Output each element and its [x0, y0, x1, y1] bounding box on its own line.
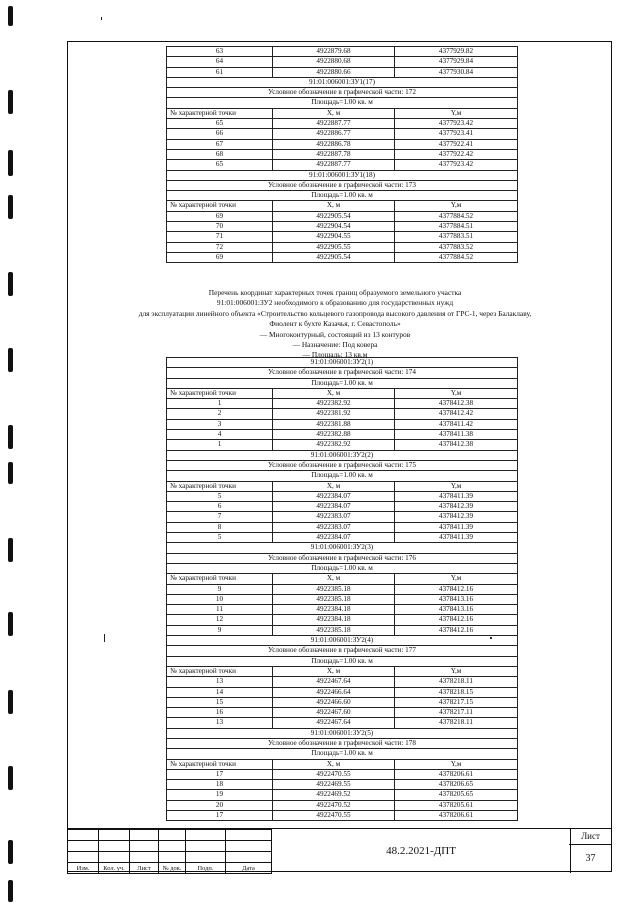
table-row — [167, 119, 518, 129]
table-info-row — [167, 368, 518, 378]
table-cell: 4377929.84 — [395, 57, 518, 67]
table-info-row — [167, 636, 518, 646]
table-info-row — [167, 728, 518, 738]
table-cell: 4378411.42 — [395, 419, 518, 429]
area-label: Площадь=1.00 кв. м — [167, 656, 518, 666]
table-row — [167, 491, 518, 501]
header-cell: Y,м — [395, 108, 518, 118]
table-cell: 4378218.15 — [395, 687, 518, 697]
header-cell: X, м — [273, 108, 395, 118]
table-cell: 7 — [167, 512, 273, 522]
table-row — [167, 615, 518, 625]
cadastral-number: 91:01:006001:ЗУ2(4) — [167, 636, 518, 646]
table-cell: 4922470.55 — [273, 811, 395, 821]
table-cell: 63 — [167, 47, 273, 57]
table-cell: 4377883.52 — [395, 242, 518, 252]
table-row — [167, 533, 518, 543]
header-cell: X, м — [273, 388, 395, 398]
table-info-row — [167, 460, 518, 470]
table-cell: 5 — [167, 491, 273, 501]
table-cell: 72 — [167, 242, 273, 252]
table-cell: 4377883.51 — [395, 232, 518, 242]
table-cell: 4377930.84 — [395, 67, 518, 77]
table-cell: 19 — [167, 790, 273, 800]
table-cell: 4 — [167, 430, 273, 440]
table-info-row — [167, 378, 518, 388]
cadastral-number: 91:01:006001:ЗУ2(1) — [167, 358, 518, 368]
table-cell: 4378217.11 — [395, 708, 518, 718]
table-row — [167, 522, 518, 532]
table-cell: 4378411.39 — [395, 522, 518, 532]
graphic-designation: Условное обозначение в графической части: 178 — [167, 738, 518, 748]
header-cell: № характерной точки — [167, 201, 273, 211]
table-cell: 4377923.42 — [395, 160, 518, 170]
table-row — [167, 687, 518, 697]
table-cell: 4922905.54 — [273, 252, 395, 262]
table-row — [167, 625, 518, 635]
graphic-designation: Условное обозначение в графической части: 177 — [167, 646, 518, 656]
graphic-designation: Условное обозначение в графической части: 173 — [167, 180, 518, 190]
cadastral-number: 91:01:006001:ЗУ2(5) — [167, 728, 518, 738]
graphic-designation: Условное обозначение в графической части: 176 — [167, 553, 518, 563]
table-row — [167, 149, 518, 159]
table-row — [167, 67, 518, 77]
table-cell: 4378206.61 — [395, 811, 518, 821]
header-cell: Y,м — [395, 388, 518, 398]
table-cell: 4922880.66 — [273, 67, 395, 77]
coordinates-table-bottom — [166, 357, 518, 821]
table-cell: 4922469.52 — [273, 790, 395, 800]
table-cell: 9 — [167, 584, 273, 594]
table-cell: 4922382.88 — [273, 430, 395, 440]
table-cell: 4377923.41 — [395, 129, 518, 139]
table-cell: 1 — [167, 399, 273, 409]
table-cell: 4922382.92 — [273, 440, 395, 450]
table-cell: 4378205.61 — [395, 800, 518, 810]
table-cell: 4378411.39 — [395, 533, 518, 543]
binding-marks — [0, 0, 18, 905]
area-label: Площадь=1.00 кв. м — [167, 471, 518, 481]
table-cell: 4377884.51 — [395, 222, 518, 232]
table-cell: 17 — [167, 769, 273, 779]
table-cell: 4378412.38 — [395, 399, 518, 409]
header-cell: № характерной точки — [167, 574, 273, 584]
tb-col-label: № док. — [159, 863, 186, 874]
table-row — [167, 677, 518, 687]
table-cell: 4922904.54 — [273, 222, 395, 232]
table-cell: 13 — [167, 718, 273, 728]
heading-line: 91:01:006001:ЗУ2 необходимого к образованию для государственных нужд — [216, 298, 454, 308]
table-row — [167, 242, 518, 252]
table-info-row — [167, 191, 518, 201]
table-row — [167, 160, 518, 170]
header-cell: № характерной точки — [167, 388, 273, 398]
area-label: Площадь=1.00 кв. м — [167, 191, 518, 201]
table-row — [167, 697, 518, 707]
table-row — [167, 512, 518, 522]
table-cell: 4377922.42 — [395, 149, 518, 159]
table-cell: 4922382.92 — [273, 399, 395, 409]
table-row — [167, 399, 518, 409]
header-cell: X, м — [273, 759, 395, 769]
table-cell: 4922470.52 — [273, 800, 395, 810]
table-row — [167, 129, 518, 139]
table-info-row — [167, 553, 518, 563]
table-header-row — [167, 201, 518, 211]
table-cell: 4378412.42 — [395, 409, 518, 419]
table-cell: 4922466.60 — [273, 697, 395, 707]
table-cell: 4922467.64 — [273, 718, 395, 728]
tb-col-label: Подп. — [186, 863, 226, 874]
table-cell: 8 — [167, 522, 273, 532]
table-row — [167, 584, 518, 594]
table-cell: 4922467.64 — [273, 677, 395, 687]
table-cell: 4922886.77 — [273, 129, 395, 139]
table-cell: 4922879.68 — [273, 47, 395, 57]
table-cell: 4378412.16 — [395, 625, 518, 635]
header-cell: Y,м — [395, 666, 518, 676]
table-info-row — [167, 77, 518, 87]
graphic-designation: Условное обозначение в графической части: 174 — [167, 368, 518, 378]
table-cell: 1 — [167, 440, 273, 450]
table-cell: 12 — [167, 615, 273, 625]
table-cell: 4378413.16 — [395, 605, 518, 615]
table-cell: 4378412.39 — [395, 512, 518, 522]
tb-col-label: Изм. — [68, 863, 99, 874]
table-row — [167, 252, 518, 262]
table-info-row — [167, 170, 518, 180]
table-header-row — [167, 108, 518, 118]
table-cell: 4922384.07 — [273, 502, 395, 512]
table-row — [167, 708, 518, 718]
header-cell: Y,м — [395, 759, 518, 769]
table-cell: 4922887.78 — [273, 149, 395, 159]
header-cell: № характерной точки — [167, 666, 273, 676]
table-cell: 4922905.54 — [273, 211, 395, 221]
table-cell: 17 — [167, 811, 273, 821]
table-row — [167, 139, 518, 149]
table-cell: 10 — [167, 594, 273, 604]
table-row — [167, 222, 518, 232]
header-cell: X, м — [273, 574, 395, 584]
table-row — [167, 718, 518, 728]
table-cell: 66 — [167, 129, 273, 139]
header-cell: Y,м — [395, 481, 518, 491]
scan-speck — [101, 17, 102, 20]
table-header-row — [167, 666, 518, 676]
table-info-row — [167, 656, 518, 666]
heading-line: Перечень координат характерных точек границ образуемого земельного участка — [208, 288, 462, 297]
table-info-row — [167, 738, 518, 748]
table-cell: 16 — [167, 708, 273, 718]
section-heading — [100, 288, 570, 361]
table-info-row — [167, 471, 518, 481]
table-cell: 4922466.64 — [273, 687, 395, 697]
table-row — [167, 811, 518, 821]
heading-line: — Площадь: 13 кв.м — [302, 350, 368, 360]
table-cell: 65 — [167, 160, 273, 170]
table-cell: 14 — [167, 687, 273, 697]
table-row — [167, 605, 518, 615]
table-cell: 71 — [167, 232, 273, 242]
table-info-row — [167, 180, 518, 190]
header-cell: № характерной точки — [167, 481, 273, 491]
table-cell: 4922887.77 — [273, 160, 395, 170]
header-cell: № характерной точки — [167, 108, 273, 118]
table-cell: 68 — [167, 149, 273, 159]
table-cell: 11 — [167, 605, 273, 615]
table-cell: 70 — [167, 222, 273, 232]
graphic-designation: Условное обозначение в графической части: 175 — [167, 460, 518, 470]
table-cell: 4378206.65 — [395, 780, 518, 790]
table-header-row — [167, 388, 518, 398]
table-cell: 61 — [167, 67, 273, 77]
table-cell: 18 — [167, 780, 273, 790]
table-row — [167, 502, 518, 512]
table-row — [167, 780, 518, 790]
table-cell: 4922385.18 — [273, 594, 395, 604]
table-cell: 4377884.52 — [395, 252, 518, 262]
table-cell: 4378205.65 — [395, 790, 518, 800]
header-cell: X, м — [273, 201, 395, 211]
table-info-row — [167, 749, 518, 759]
table-cell: 4377923.42 — [395, 119, 518, 129]
table-cell: 4378206.61 — [395, 769, 518, 779]
table-cell: 4922383.07 — [273, 522, 395, 532]
table-cell: 67 — [167, 139, 273, 149]
table-cell: 4378412.16 — [395, 615, 518, 625]
table-header-row — [167, 481, 518, 491]
table-row — [167, 594, 518, 604]
table-cell: 4377929.82 — [395, 47, 518, 57]
table-row — [167, 409, 518, 419]
table-row — [167, 211, 518, 221]
table-cell: 4922469.55 — [273, 780, 395, 790]
header-cell: X, м — [273, 481, 395, 491]
cadastral-number: 91:01:006001:ЗУ1(18) — [167, 170, 518, 180]
table-row — [167, 800, 518, 810]
tb-col-label: Дата — [226, 863, 272, 874]
table-cell: 4922470.55 — [273, 769, 395, 779]
table-cell: 5 — [167, 533, 273, 543]
table-cell: 4378411.39 — [395, 491, 518, 501]
table-info-row — [167, 450, 518, 460]
table-cell: 4922381.92 — [273, 409, 395, 419]
table-cell: 4378413.16 — [395, 594, 518, 604]
table-header-row — [167, 759, 518, 769]
table-info-row — [167, 88, 518, 98]
tb-col-label: Лист — [130, 863, 159, 874]
table-cell: 69 — [167, 211, 273, 221]
area-label: Площадь=1.00 кв. м — [167, 98, 518, 108]
table-header-row — [167, 574, 518, 584]
table-cell: 4378217.15 — [395, 697, 518, 707]
heading-line: — Многоконтурный, состоящий из 13 контуров — [259, 329, 411, 339]
document-code: 48.2.2021-ДПТ — [271, 829, 571, 873]
table-cell: 4922381.88 — [273, 419, 395, 429]
heading-line: для эксплуатации линейного объекта «Строительство кольцевого газопровода высокого давления от ГРС-1, через Балаклаву, — [138, 308, 532, 318]
table-cell: 4922905.55 — [273, 242, 395, 252]
table-cell: 13 — [167, 677, 273, 687]
area-label: Площадь=1.00 кв. м — [167, 378, 518, 388]
table-row — [167, 440, 518, 450]
cadastral-number: 91:01:006001:ЗУ2(2) — [167, 450, 518, 460]
table-cell: 4922385.18 — [273, 584, 395, 594]
cadastral-number: 91:01:006001:ЗУ1(17) — [167, 77, 518, 87]
title-block-grid — [67, 829, 272, 874]
table-cell: 15 — [167, 697, 273, 707]
table-row — [167, 57, 518, 67]
header-cell: Y,м — [395, 201, 518, 211]
coordinates-table-top — [166, 46, 518, 263]
heading-line: Фиолент к бухте Казачья, г. Севастополь» — [269, 319, 401, 329]
table-row — [167, 769, 518, 779]
table-cell: 4922385.18 — [273, 625, 395, 635]
table-cell: 4378411.38 — [395, 430, 518, 440]
header-cell: X, м — [273, 666, 395, 676]
table-cell: 4922904.55 — [273, 232, 395, 242]
table-cell: 2 — [167, 409, 273, 419]
table-cell: 4922886.78 — [273, 139, 395, 149]
table-cell: 4922383.07 — [273, 512, 395, 522]
table-cell: 20 — [167, 800, 273, 810]
table-cell: 4922384.07 — [273, 533, 395, 543]
table-cell: 4922384.18 — [273, 615, 395, 625]
table-row — [167, 47, 518, 57]
table-cell: 4378218.11 — [395, 677, 518, 687]
table-cell: 69 — [167, 252, 273, 262]
table-cell: 9 — [167, 625, 273, 635]
table-row — [167, 232, 518, 242]
table-cell: 4378412.16 — [395, 584, 518, 594]
table-cell: 6 — [167, 502, 273, 512]
heading-line: — Назначение: Под ковера — [292, 340, 378, 350]
cadastral-number: 91:01:006001:ЗУ2(3) — [167, 543, 518, 553]
table-info-row — [167, 98, 518, 108]
sheet-number: 37 — [585, 853, 596, 864]
table-cell: 4378218.11 — [395, 718, 518, 728]
table-cell: 4377884.52 — [395, 211, 518, 221]
table-row — [167, 790, 518, 800]
table-info-row — [167, 358, 518, 368]
table-cell: 4378412.39 — [395, 502, 518, 512]
table-cell: 4922467.60 — [273, 708, 395, 718]
table-cell: 3 — [167, 419, 273, 429]
tb-col-label: Кол. уч. — [99, 863, 130, 874]
table-cell: 4922384.07 — [273, 491, 395, 501]
table-info-row — [167, 646, 518, 656]
table-info-row — [167, 563, 518, 573]
table-cell: 4377922.41 — [395, 139, 518, 149]
table-row — [167, 419, 518, 429]
sheet-label: Лист — [569, 829, 612, 845]
table-row — [167, 430, 518, 440]
table-cell: 4922384.18 — [273, 605, 395, 615]
area-label: Площадь=1.00 кв. м — [167, 749, 518, 759]
table-cell: 65 — [167, 119, 273, 129]
graphic-designation: Условное обозначение в графической части: 172 — [167, 88, 518, 98]
table-cell: 4922880.68 — [273, 57, 395, 67]
header-cell: № характерной точки — [167, 759, 273, 769]
table-cell: 4922887.77 — [273, 119, 395, 129]
area-label: Площадь=1.00 кв. м — [167, 563, 518, 573]
table-cell: 4378412.38 — [395, 440, 518, 450]
table-info-row — [167, 543, 518, 553]
title-block — [67, 828, 612, 873]
table-cell: 64 — [167, 57, 273, 67]
header-cell: Y,м — [395, 574, 518, 584]
